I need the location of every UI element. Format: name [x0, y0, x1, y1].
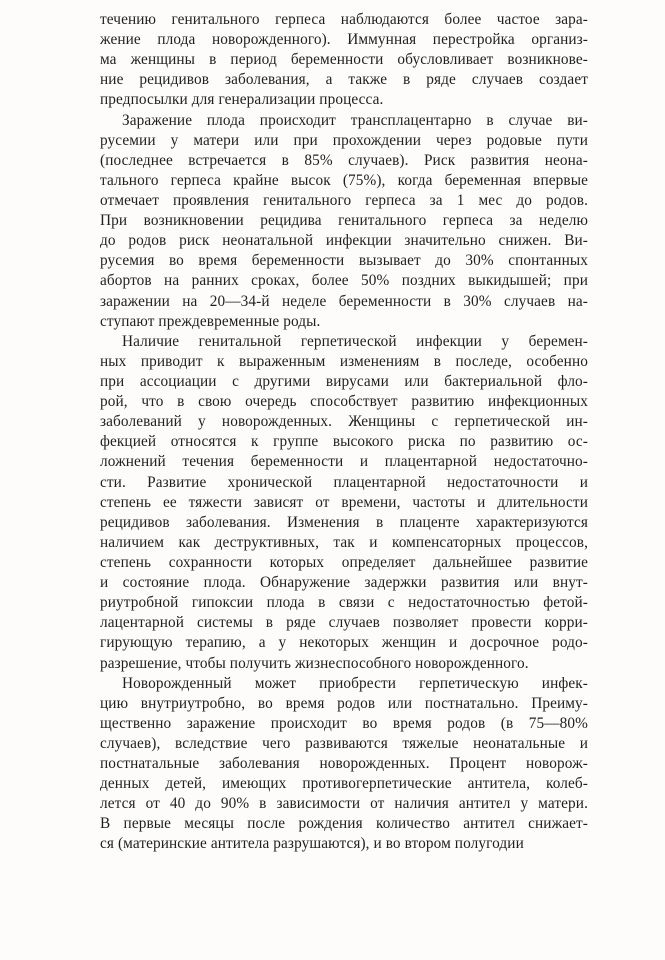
text-line: до родов риск неонатальной инфекции значительно снижен. Ви-: [100, 232, 588, 250]
text-line: денных детей, имеющих противогерпетические антитела, колеб-: [100, 775, 588, 793]
paragraph: [100, 10, 588, 111]
text-line: ма женщины в период беременности обусловливает возникнове-: [100, 51, 588, 69]
text-line: заражении на 20—34-й неделе беременности в 30% случаев на-: [100, 292, 588, 310]
text-line: наличием как деструктивных, так и компенсаторных процессов,: [100, 533, 588, 551]
text-line: В первые месяцы после рождения количество антител снижает-: [100, 815, 588, 833]
text-line: ных приводит к выраженным изменениям в последе, особенно: [100, 352, 588, 370]
text-line: отмечает проявления генитального герпеса за 1 мес до родов.: [100, 191, 588, 209]
text-line: степень ее тяжести зависят от времени, частоты и длительности: [100, 493, 588, 511]
text-line: щественно заражение происходит во время родов (в 75—80%: [100, 714, 588, 732]
text-line: ся (материнские антитела разрушаются), и во втором полугодии: [100, 835, 524, 853]
text-line: (последнее встречается в 85% случаев). Риск развития неона-: [100, 151, 588, 169]
paragraph: [100, 332, 588, 674]
text-line: случаев), вследствие чего развиваются тяжелые неонатальные и: [100, 734, 588, 752]
paragraph: [100, 674, 588, 855]
text-line: риутробной гипоксии плода в связи с недостаточностью фетой-: [100, 594, 588, 612]
text-line: абортов на ранних сроках, более 50% поздних выкидышей; при: [100, 272, 588, 290]
text-line: предпосылки для генерализации процесса.: [100, 91, 384, 109]
text-line: течению генитального герпеса наблюдаются более частое зара-: [100, 11, 588, 28]
text-line: При возникновении рецидива генитального герпеса за неделю: [100, 212, 588, 230]
text-line: русемия во время беременности вызывает до 30% спонтанных: [100, 252, 588, 270]
text-line: рецидивов заболевания. Изменения в плаценте характеризуются: [100, 513, 588, 531]
text-line: Новорожденный может приобрести герпетическую инфек-: [122, 674, 588, 692]
body-text: [100, 10, 588, 855]
text-line: сти. Развитие хронической плацентарной недостаточности и: [100, 473, 588, 491]
paragraph: [100, 111, 588, 332]
text-line: и состояние плода. Обнаружение задержки развития или внут-: [100, 574, 588, 592]
text-line: рой, что в свою очередь способствует развитию инфекционных: [100, 393, 588, 411]
text-line: цию внутриутробно, во время родов или постнатально. Преиму-: [100, 694, 588, 712]
text-line: русемии у матери или при прохождении через родовые пути: [100, 131, 588, 149]
text-line: ние рецидивов заболевания, а также в ряде случаев создает: [100, 71, 588, 89]
text-line: ступают преждевременные роды.: [100, 312, 321, 330]
text-line: гирующую терапию, а у некоторых женщин и досрочное родо-: [100, 634, 588, 652]
text-line: фекцией относятся к группе высокого риска по развитию ос-: [100, 433, 588, 451]
text-line: Наличие генитальной герпетической инфекции у беремен-: [122, 332, 588, 350]
text-line: заболеваний у новорожденных. Женщины с герпетической ин-: [100, 413, 588, 431]
text-line: постнатальные заболевания новорожденных. Процент новорож-: [100, 755, 588, 773]
text-line: лацентарной системы в ряде случаев позволяет провести корри-: [100, 614, 588, 632]
text-line: степень сохранности которых определяет дальнейшее развитие: [100, 553, 588, 571]
text-line: тального герпеса крайне высок (75%), когда беременная впервые: [100, 171, 588, 189]
text-line: ложнений течения беременности и плацентарной недостаточно-: [100, 453, 588, 471]
text-line: при ассоциации с другими вирусами или бактериальной фло-: [100, 372, 588, 390]
text-line: Заражение плода происходит трансплацентарно в случае ви-: [122, 111, 588, 129]
text-line: жение плода новорожденного). Иммунная перестройка организ-: [100, 31, 588, 49]
text-line: разрешение, чтобы получить жизнеспособного новорожденного.: [100, 654, 529, 672]
text-line: лется от 40 до 90% в зависимости от наличия антител у матери.: [100, 795, 588, 813]
